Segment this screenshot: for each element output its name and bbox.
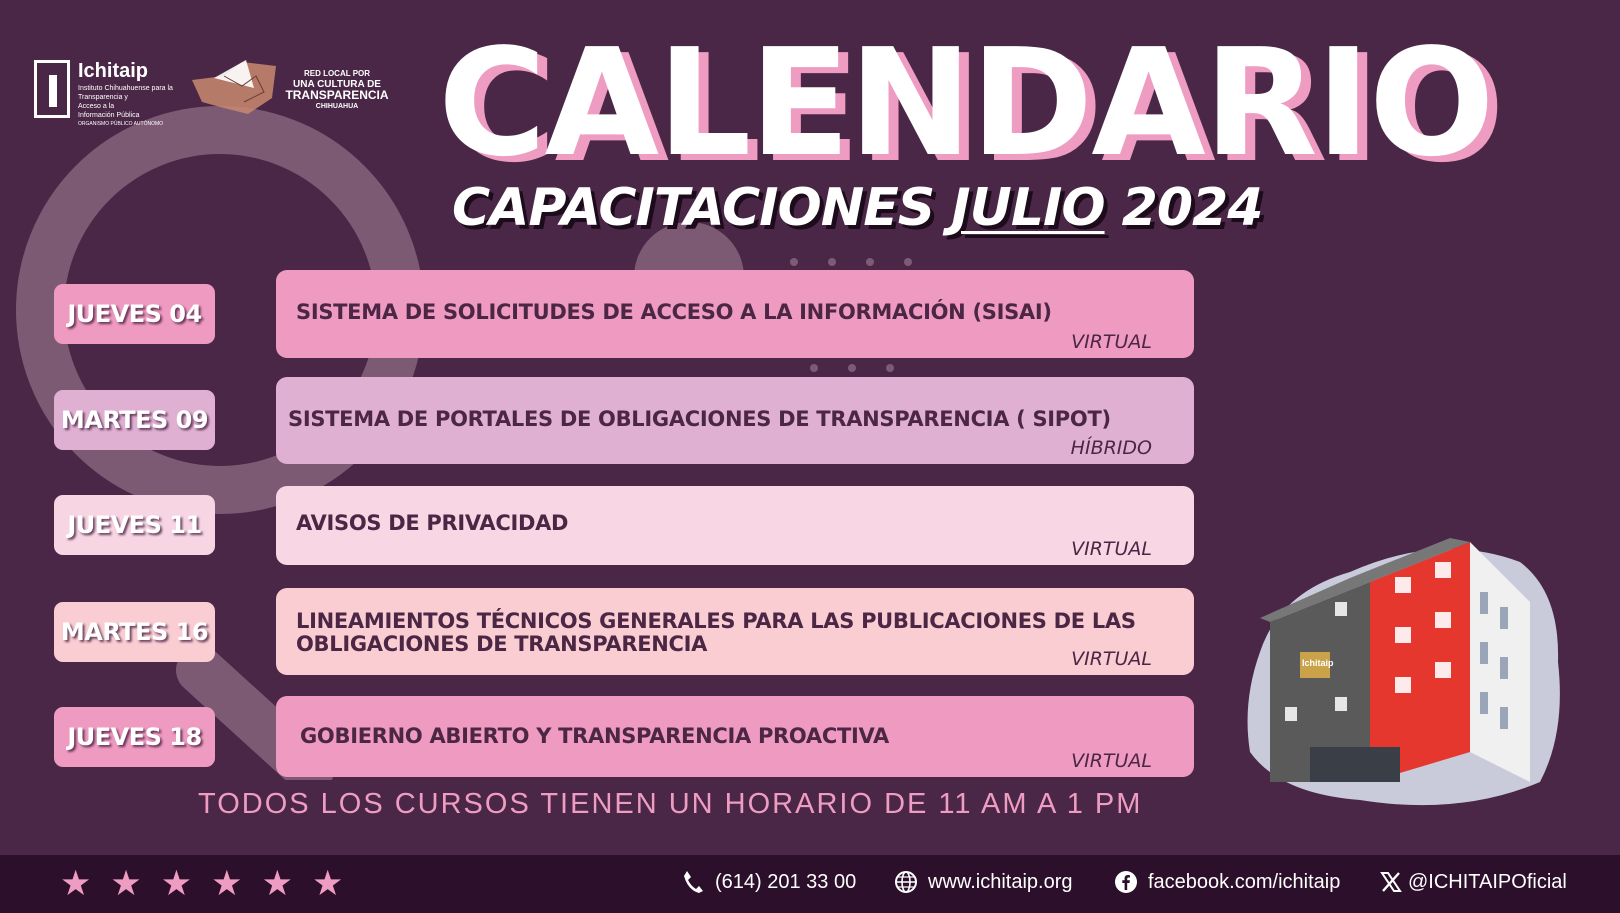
- website-link[interactable]: [893, 869, 1073, 895]
- session-mode: VIRTUAL: [1071, 648, 1152, 670]
- session-day: JUEVES 11: [54, 495, 215, 555]
- session-bar: [276, 588, 1194, 675]
- page-title: CALENDARIO: [438, 17, 1493, 189]
- session-course: SISTEMA DE SOLICITUDES DE ACCESO A LA INFORMACIÓN (SISAI): [296, 300, 1052, 324]
- ichitaip-logo: [34, 60, 174, 127]
- session-day: MARTES 16: [54, 602, 215, 662]
- logo-line: Información Pública: [78, 112, 140, 119]
- facebook-link[interactable]: [1113, 869, 1340, 895]
- star-icon: ★: [261, 864, 293, 904]
- page-subtitle: [452, 176, 1262, 240]
- decorative-dots: [810, 364, 894, 372]
- phone-number: (614) 201 33 00: [715, 870, 857, 893]
- logo-line: CHIHUAHUA: [315, 103, 359, 110]
- session-day: JUEVES 04: [54, 284, 215, 344]
- ichitaip-mark-icon: [34, 60, 70, 118]
- x-icon: [1378, 869, 1404, 895]
- ichitaip-logo-subtitle: [78, 84, 198, 129]
- building-sign-text: Ichitaip: [1302, 658, 1334, 668]
- ichitaip-logo-name: Ichitaip: [78, 60, 149, 82]
- session-bar: [276, 377, 1194, 464]
- red-local-logo: [184, 50, 394, 125]
- session-course: GOBIERNO ABIERTO Y TRANSPARENCIA PROACTIVA: [300, 724, 889, 748]
- subtitle-prefix: CAPACITACIONES: [452, 178, 935, 238]
- x-handle: @ICHITAIPOficial: [1408, 870, 1567, 893]
- session-day: JUEVES 18: [54, 707, 215, 767]
- red-local-logo-text: [282, 68, 392, 112]
- footer-bar: [0, 855, 1620, 913]
- decorative-dots: [790, 258, 912, 266]
- subtitle-month: JULIO: [951, 178, 1105, 238]
- session-mode: VIRTUAL: [1071, 750, 1152, 772]
- logo-line: ORGANISMO PÚBLICO AUTÓNOMO: [78, 121, 164, 127]
- star-icon: ★: [110, 864, 142, 904]
- building-illustration: [1240, 532, 1570, 812]
- session-mode: VIRTUAL: [1071, 538, 1152, 560]
- schedule-note: TODOS LOS CURSOS TIENEN UN HORARIO DE 11 AM A 1 PM: [198, 788, 1143, 820]
- session-course: LINEAMIENTOS TÉCNICOS GENERALES PARA LAS PUBLICACIONES DE LAS OBLIGACIONES DE TRANSPARENCIA: [296, 609, 1136, 656]
- facebook-text: facebook.com/ichitaip: [1148, 870, 1341, 893]
- logo-line: Transparencia y: [78, 94, 128, 101]
- session-course: AVISOS DE PRIVACIDAD: [296, 511, 569, 535]
- session-course: SISTEMA DE PORTALES DE OBLIGACIONES DE TRANSPARENCIA ( SIPOT): [288, 407, 1111, 431]
- logo-line: UNA CULTURA DE: [293, 79, 381, 90]
- session-bar: [276, 696, 1194, 777]
- logos-area: [34, 50, 404, 130]
- session-mode: VIRTUAL: [1071, 331, 1152, 353]
- star-icon: ★: [160, 864, 193, 904]
- website-text: www.ichitaip.org: [928, 870, 1073, 893]
- stars-decoration: [60, 866, 343, 902]
- session-bar: [276, 270, 1194, 358]
- session-bar: [276, 486, 1194, 565]
- facebook-icon: [1113, 869, 1139, 895]
- x-link[interactable]: [1378, 869, 1567, 895]
- phone-icon: [680, 869, 706, 895]
- globe-icon: [893, 869, 919, 895]
- session-day: MARTES 09: [54, 390, 215, 450]
- star-icon: ★: [211, 864, 243, 904]
- logo-line: RED LOCAL POR: [303, 69, 371, 78]
- subtitle-year: 2024: [1121, 178, 1263, 238]
- logo-line: Instituto Chihuahuense para la: [78, 85, 173, 92]
- session-mode: HÍBRIDO: [1070, 437, 1152, 459]
- phone-contact[interactable]: [680, 869, 856, 895]
- logo-line: TRANSPARENCIA: [285, 88, 389, 102]
- chihuahua-map-icon: [184, 58, 284, 120]
- logo-line: Acceso a la: [78, 103, 115, 110]
- star-icon: ★: [311, 864, 344, 904]
- star-icon: ★: [60, 864, 92, 904]
